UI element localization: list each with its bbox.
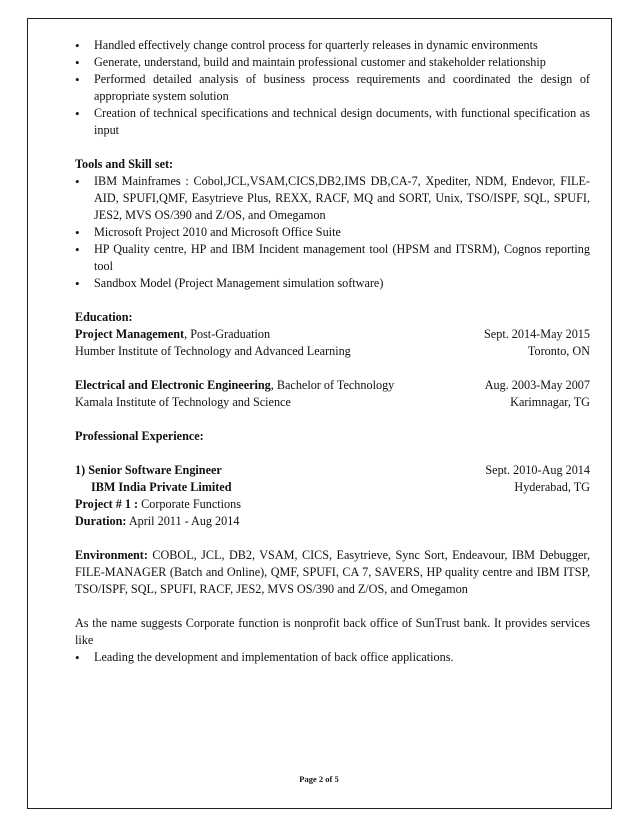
list-item: • Microsoft Project 2010 and Microsoft Office Suite [75,224,590,241]
education-dates: Aug. 2003-May 2007 [484,378,590,392]
education-entry-2 [75,377,590,394]
list-item: • Generate, understand, build and maintain professional customer and stakeholder relationship [75,54,590,71]
project-description: As the name suggests Corporate function is nonprofit back office of SunTrust bank. It provides services like [75,616,590,647]
experience-heading: Professional Experience: [75,429,204,443]
list-item: • HP Quality centre, HP and IBM Incident management tool (HPSM and ITSRM), Cognos reporting tool [75,241,590,275]
duration-line: Duration: April 2011 - Aug 2014 [75,514,240,528]
company-location: Hyderabad, TG [514,480,590,494]
job-entry [75,462,590,479]
page-number: Page 2 of 5 [299,774,339,784]
environment-paragraph: Environment: COBOL, JCL, DB2, VSAM, CICS, Easytrieve, Sync Sort, Endeavour, IBM Debugger, FILE-MANAGER (Batch and Online), QMF, SPUFI, CA 7, SAVERS, HP quality centre and IBM ITSP, TSO/ISPF, SQL, SPUFI, RACF, JES2, MVS OS/390 and Z/OS, and Omegamon [75,548,590,596]
list-item: • Creation of technical specifications and technical design documents, with functional specification as input [75,105,590,139]
degree-type: , Bachelor of Technology [270,378,395,392]
list-item: • IBM Mainframes : Cobol,JCL,VSAM,CICS,DB2,IMS DB,CA-7, Xpediter, NDM, Endevor, FILE-AID, SPUFI,QMF, Easytrieve Plus, REXX, RACF, MQ and SORT, Unix, TSO/ISPF, SQL, SPUFI, JES2, MVS OS/390 and Z/OS, and Omegamon [75,173,590,224]
institute-name: Humber Institute of Technology and Advanced Learning [75,344,351,358]
tools-heading: Tools and Skill set: [75,157,174,171]
project-line: Project # 1 : Corporate Functions [75,497,241,511]
education-entry-1 [75,326,590,343]
list-item: • Leading the development and implementation of back office applications. [75,649,590,666]
list-item: • Handled effectively change control process for quarterly releases in dynamic environments [75,37,590,54]
tools-list [75,173,590,292]
resume-content [75,37,590,666]
institute-name: Kamala Institute of Technology and Science [75,395,291,409]
degree-name: Project Management [75,327,185,341]
education-dates: Sept. 2014-May 2015 [484,327,590,341]
degree-name: Electrical and Electronic Engineering [75,378,271,392]
education-heading: Education: [75,310,133,324]
responsibilities-list [75,37,590,139]
degree-type: , Post-Graduation [184,327,271,341]
list-item: • Sandbox Model (Project Management simulation software) [75,275,590,292]
project-duties-list [75,649,590,666]
list-item: • Performed detailed analysis of business process requirements and coordinated the design of appropriate system solution [75,71,590,105]
job-dates: Sept. 2010-Aug 2014 [485,463,590,477]
company-name: IBM India Private Limited [91,480,232,494]
institute-location: Toronto, ON [527,344,590,358]
institute-location: Karimnagar, TG [510,395,590,409]
job-title: 1) Senior Software Engineer [75,463,222,477]
